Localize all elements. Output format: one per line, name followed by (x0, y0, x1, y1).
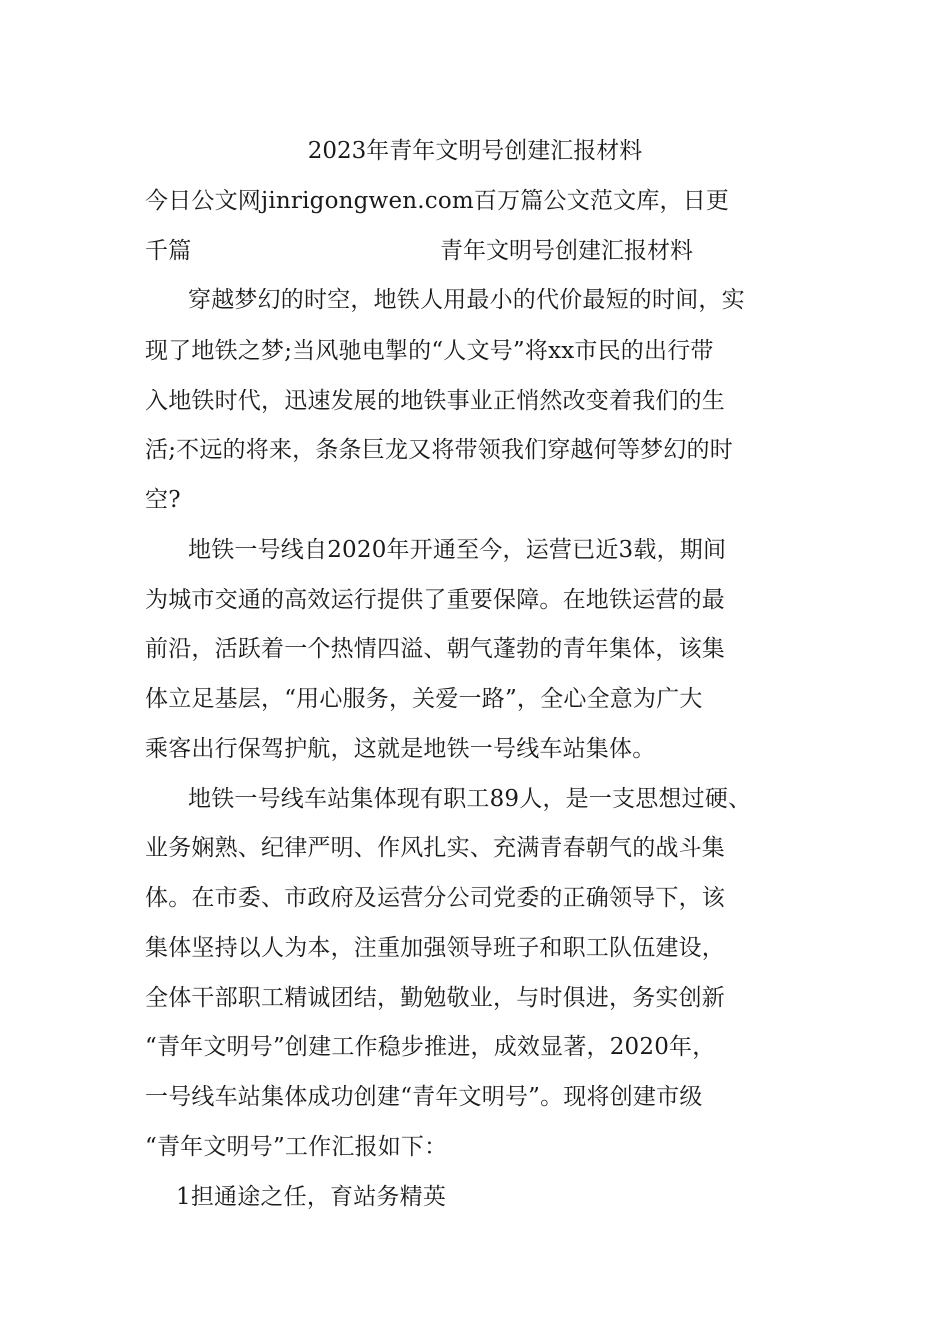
paragraph-3-line: “青年文明号”创建工作稳步推进，成效显著，2020年， (145, 1034, 716, 1060)
paragraph-3-line: 集体坚持以人为本，注重加强领导班子和职工队伍建设， (145, 935, 725, 961)
paragraph-2-line: 前沿，活跃着一个热情四溢、朝气蓬勃的青年集体，该集 (145, 636, 725, 662)
document-title: 2023年青年文明号创建汇报材料 (307, 138, 643, 164)
paragraph-1-line: 现了地铁之梦;当风驰电掣的“人文号”将xx市民的出行带 (145, 338, 714, 364)
paragraph-2-line: 体立足基层，“用心服务，关爱一路”，全心全意为广大 (145, 686, 703, 712)
header-line-1: 今日公文网jinrigongwen.com百万篇公文范文库，日更 (145, 188, 730, 214)
paragraph-3-line: “青年文明号”工作汇报如下： (145, 1134, 448, 1160)
header-line-2-left: 千篇 (145, 238, 192, 264)
paragraph-3-line: 业务娴熟、纪律严明、作风扎实、充满青春朝气的战斗集 (145, 835, 725, 861)
paragraph-3-line: 地铁一号线车站集体现有职工89人，是一支思想过硬、 (188, 786, 752, 812)
section-heading: 1担通途之任，育站务精英 (176, 1184, 447, 1210)
paragraph-1-line: 活;不远的将来，条条巨龙又将带领我们穿越何等梦幻的时 (145, 437, 733, 463)
paragraph-1-line: 入地铁时代，迅速发展的地铁事业正悄然改变着我们的生 (145, 388, 725, 414)
paragraph-3-line: 全体干部职工精诚团结，勤勉敬业，与时俱进，务实创新 (145, 985, 725, 1011)
header-line-2-subtitle: 青年文明号创建汇报材料 (440, 238, 693, 264)
paragraph-2-line: 地铁一号线自2020年开通至今，运营已近3载，期间 (188, 537, 727, 563)
paragraph-2-line: 乘客出行保驾护航，这就是地铁一号线车站集体。 (145, 736, 656, 762)
paragraph-2-line: 为城市交通的高效运行提供了重要保障。在地铁运营的最 (145, 587, 725, 613)
paragraph-1-line: 穿越梦幻的时空，地铁人用最小的代价最短的时间，实 (188, 287, 745, 313)
paragraph-3-line: 体。在市委、市政府及运营分公司党委的正确领导下，该 (145, 885, 725, 911)
paragraph-3-line: 一号线车站集体成功创建“青年文明号”。现将创建市级 (145, 1084, 703, 1110)
paragraph-1-line: 空? (145, 487, 181, 513)
